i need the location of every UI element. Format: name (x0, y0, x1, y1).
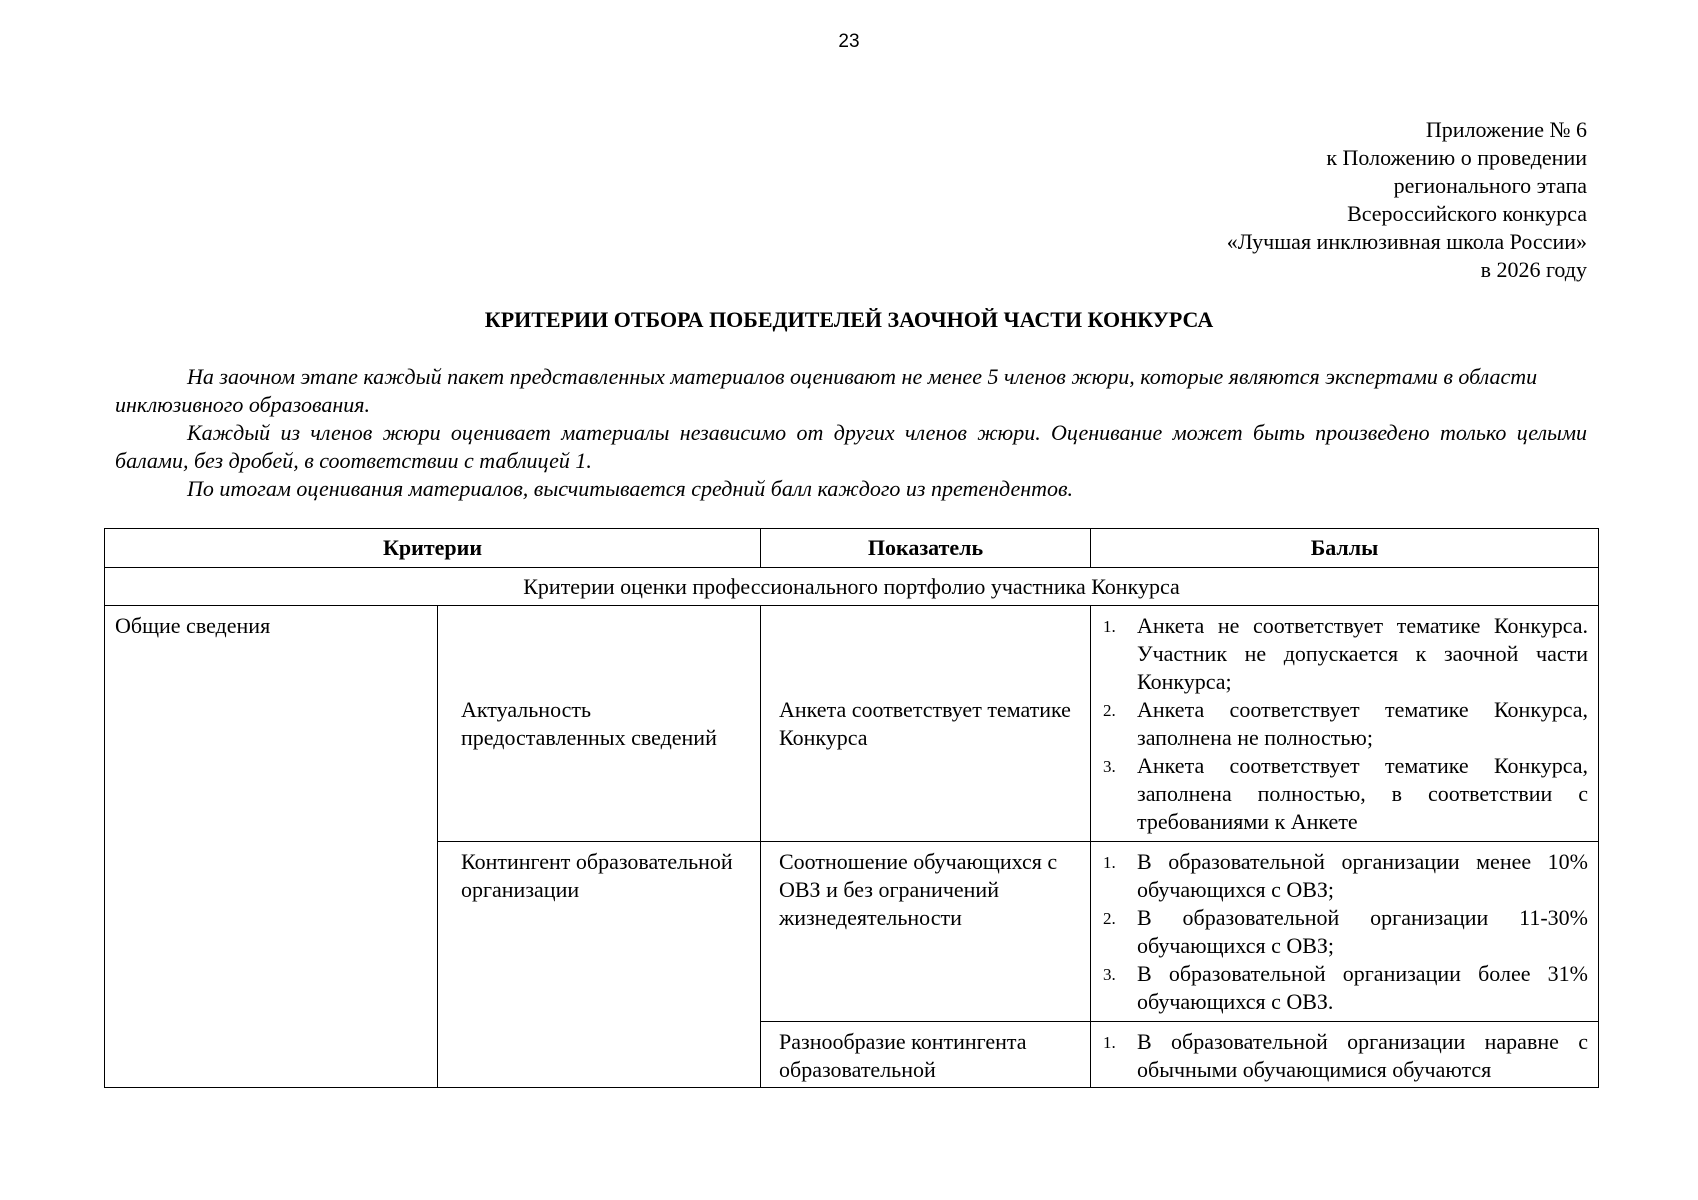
score-text: Анкета соответствует тематике Конкурса, заполнена полностью, в соответствии с требованиями к Анкете (1137, 753, 1588, 834)
score-item (1101, 696, 1588, 752)
header-criteria: Критерии (105, 529, 761, 568)
scores-cell (1091, 842, 1599, 1022)
section-row (105, 568, 1599, 606)
table-row (105, 606, 1599, 842)
score-item (1101, 752, 1588, 836)
indicator-cell: Соотношение обучающихся с ОВЗ и без ограничений жизнедеятельности (761, 842, 1091, 1022)
score-number: 1. (1103, 853, 1116, 872)
appendix-line: регионального этапа (1393, 173, 1587, 198)
score-number: 1. (1103, 1033, 1116, 1052)
intro-text (115, 363, 1587, 503)
intro-paragraph: На заочном этапе каждый пакет представленных материалов оценивают не менее 5 членов жюри, которые являются экспертами в области инклюзивного образования. (115, 364, 1538, 417)
score-item (1101, 904, 1588, 960)
scores-cell (1091, 1022, 1599, 1088)
score-number: 3. (1103, 965, 1116, 984)
header-indicator: Показатель (761, 529, 1091, 568)
score-item (1101, 848, 1588, 904)
appendix-line: к Положению о проведении (1326, 145, 1587, 170)
appendix-line: в 2026 году (1480, 257, 1587, 282)
header-scores: Баллы (1091, 529, 1599, 568)
score-number: 1. (1103, 617, 1116, 636)
page-number: 23 (838, 31, 860, 52)
indicator-cell: Разнообразие контингента образовательной (761, 1022, 1091, 1088)
criteria-group: Общие сведения (105, 606, 438, 1088)
score-list (1101, 1028, 1588, 1084)
table-header-row (105, 529, 1599, 568)
section-title: Критерии оценки профессионального портфолио участника Конкурса (105, 568, 1599, 606)
intro-paragraph: Каждый из членов жюри оценивает материалы независимо от других членов жюри. Оценивание может быть произведено только целыми балами, без дробей, в соответствии с таблицей 1. (115, 420, 1587, 473)
score-list (1101, 612, 1588, 836)
score-text: Анкета соответствует тематике Конкурса, заполнена не полностью; (1137, 697, 1588, 750)
criteria-table (104, 528, 1599, 1088)
appendix-line: «Лучшая инклюзивная школа России» (1226, 229, 1587, 254)
score-text: В образовательной организации 11-30% обучающихся с ОВЗ; (1137, 905, 1588, 958)
score-text: В образовательной организации менее 10% обучающихся с ОВЗ; (1137, 849, 1588, 902)
indicator-cell: Анкета соответствует тематике Конкурса (761, 606, 1091, 842)
score-list (1101, 848, 1588, 1016)
appendix-header (887, 116, 1587, 284)
score-text: В образовательной организации более 31% обучающихся с ОВЗ. (1137, 961, 1588, 1014)
appendix-line: Приложение № 6 (1425, 117, 1587, 142)
subcriterion-cell: Актуальность предоставленных сведений (438, 606, 761, 842)
score-item (1101, 960, 1588, 1016)
score-number: 2. (1103, 701, 1116, 720)
subcriterion-cell: Контингент образовательной организации (438, 842, 761, 1088)
scores-cell (1091, 606, 1599, 842)
score-text: В образовательной организации наравне с обычными обучающимися обучаются (1137, 1029, 1588, 1082)
score-item (1101, 1028, 1588, 1084)
score-item (1101, 612, 1588, 696)
score-number: 2. (1103, 909, 1116, 928)
intro-paragraph: По итогам оценивания материалов, высчитывается средний балл каждого из претендентов. (187, 476, 1074, 501)
appendix-line: Всероссийского конкурса (1347, 201, 1587, 226)
document-title: КРИТЕРИИ ОТБОРА ПОБЕДИТЕЛЕЙ ЗАОЧНОЙ ЧАСТИ КОНКУРСА (484, 307, 1214, 332)
score-number: 3. (1103, 757, 1116, 776)
score-text: Анкета не соответствует тематике Конкурса. Участник не допускается к заочной части Конкурса; (1137, 613, 1588, 694)
